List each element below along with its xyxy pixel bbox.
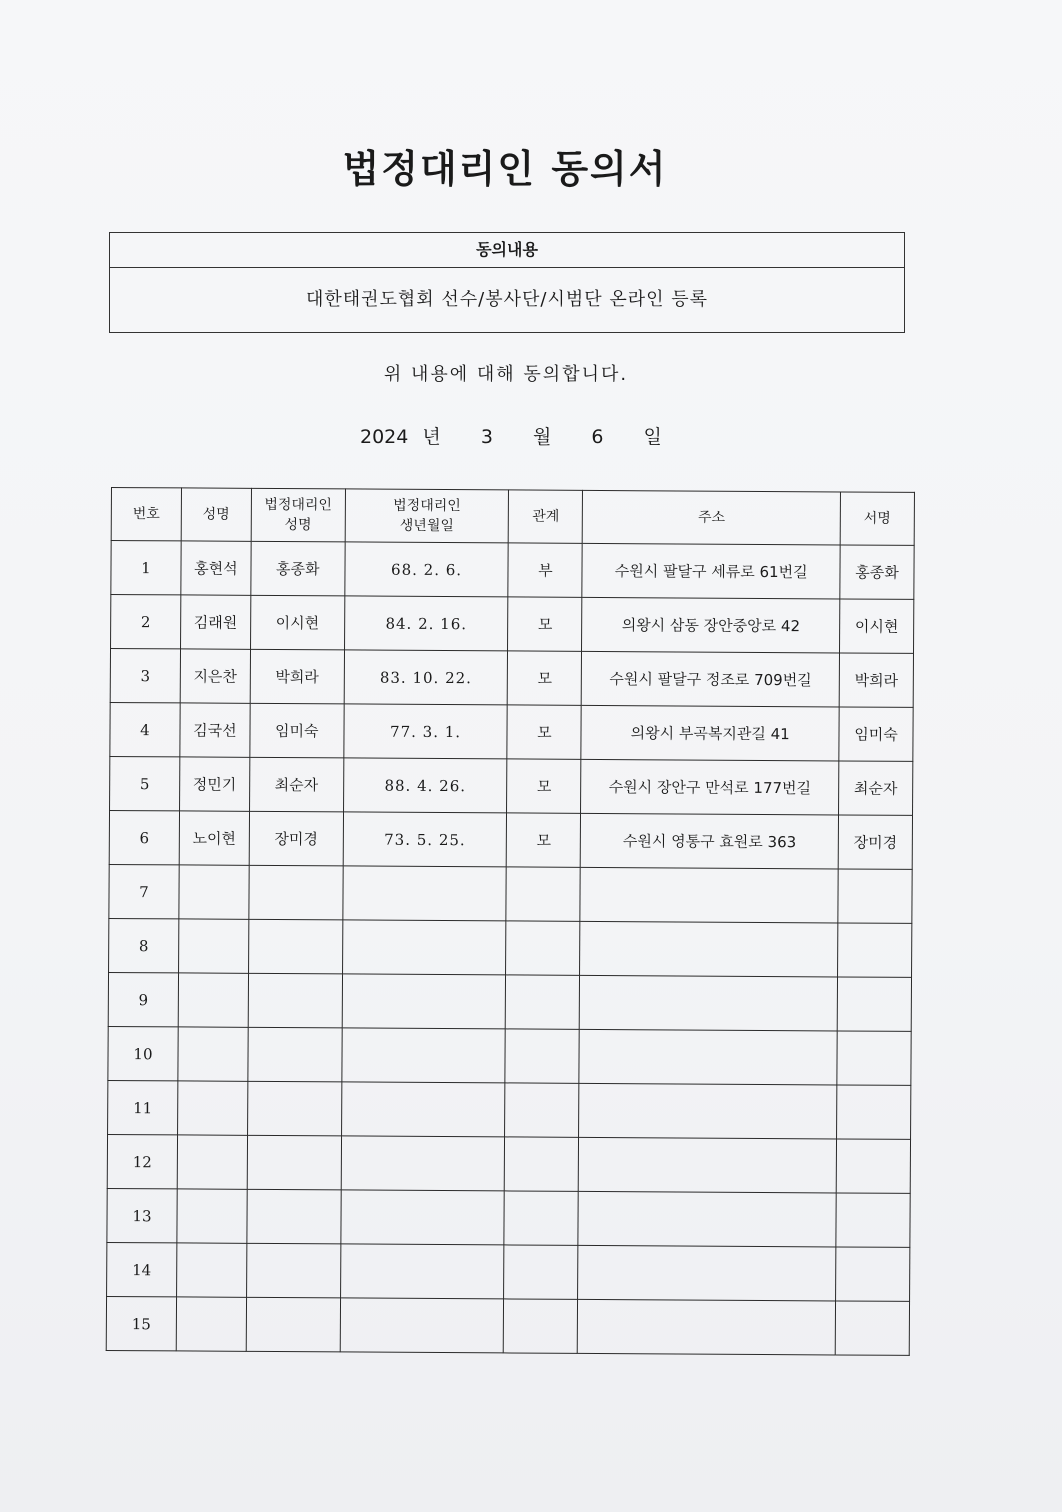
cell-no: 10	[108, 1026, 178, 1080]
cell-guardian-birth	[341, 1136, 505, 1191]
header-guardian-name	[251, 488, 345, 542]
cell-no: 12	[107, 1134, 177, 1188]
date-month-unit: 월	[532, 426, 552, 448]
cell-guardian-birth: 77. 3. 1.	[344, 704, 508, 759]
cell-guardian-name	[247, 1189, 341, 1244]
cell-guardian-name: 임미숙	[250, 703, 344, 758]
document-title: 법정대리인 동의서	[342, 147, 668, 191]
header-address: 주소	[583, 490, 841, 545]
table-row	[107, 1134, 910, 1193]
cell-signature	[836, 1247, 910, 1301]
cell-no: 13	[107, 1188, 177, 1242]
cell-guardian-name: 이시현	[250, 595, 344, 650]
header-guardian-name-line1: 법정대리인	[264, 496, 333, 514]
cell-guardian-name	[248, 1027, 342, 1082]
cell-no: 15	[106, 1296, 176, 1350]
cell-signature	[837, 977, 911, 1031]
cell-name	[178, 919, 248, 973]
cell-guardian-birth	[340, 1244, 504, 1299]
cell-address: 수원시 팔달구 세류로 61번길	[582, 543, 840, 599]
cell-signature: 박희라	[839, 653, 913, 707]
cell-no: 5	[110, 756, 180, 810]
table-row	[107, 1188, 910, 1247]
header-name: 성명	[181, 488, 251, 541]
date-year-unit: 년	[422, 426, 441, 448]
cell-name	[176, 1297, 246, 1351]
table-row	[109, 810, 912, 869]
cell-guardian-birth: 88. 4. 26.	[343, 758, 507, 813]
cell-signature: 장미경	[838, 815, 912, 869]
cell-address	[578, 1191, 836, 1247]
cell-guardian-name	[246, 1243, 340, 1298]
cell-address	[578, 1299, 836, 1355]
cell-guardian-name: 장미경	[249, 811, 343, 866]
cell-signature: 홍종화	[840, 545, 914, 599]
cell-address: 의왕시 삼동 장안중앙로 42	[582, 597, 840, 653]
cell-signature: 임미숙	[839, 707, 913, 761]
cell-address	[579, 1029, 837, 1085]
cell-guardian-birth: 68. 2. 6.	[345, 542, 509, 597]
cell-address	[579, 1083, 837, 1139]
cell-guardian-name: 홍종화	[251, 541, 345, 596]
cell-relation	[506, 975, 580, 1029]
table-row	[107, 1242, 910, 1301]
table-row	[110, 649, 913, 708]
cell-guardian-birth	[341, 1190, 505, 1245]
header-guardian-birth-line2: 생년월일	[399, 517, 454, 535]
cell-signature	[838, 869, 912, 923]
cell-address	[578, 1245, 836, 1301]
header-guardian-name-line2: 성명	[284, 517, 312, 534]
cell-name: 김국선	[180, 703, 250, 757]
cell-name	[177, 1135, 247, 1189]
cell-guardian-birth: 73. 5. 25.	[343, 812, 507, 867]
cell-no: 6	[109, 810, 179, 864]
cell-guardian-birth	[340, 1298, 504, 1353]
consent-header: 동의내용	[110, 233, 904, 268]
table-row	[109, 864, 912, 923]
agreement-statement: 위 내용에 대해 동의합니다.	[383, 364, 629, 385]
date-day-unit: 일	[643, 426, 662, 448]
header-relation: 관계	[509, 490, 583, 543]
cell-relation	[505, 1029, 579, 1083]
cell-relation	[505, 1137, 579, 1191]
cell-relation	[504, 1191, 578, 1245]
cell-guardian-birth	[342, 920, 506, 975]
table-header-row	[111, 488, 914, 546]
cell-guardian-name: 최순자	[249, 757, 343, 812]
cell-name: 정민기	[179, 757, 249, 811]
cell-relation: 모	[507, 705, 581, 759]
cell-name	[176, 1243, 246, 1297]
table-row	[109, 918, 912, 977]
cell-signature	[836, 1139, 910, 1193]
cell-name	[177, 1081, 247, 1135]
cell-no: 14	[107, 1242, 177, 1296]
cell-name	[178, 973, 248, 1027]
cell-relation	[504, 1245, 578, 1299]
cell-relation: 모	[507, 759, 581, 813]
cell-address: 수원시 영통구 효원로 363	[581, 813, 839, 869]
cell-address: 수원시 팔달구 정조로 709번길	[582, 651, 840, 707]
cell-address	[580, 867, 838, 923]
header-no: 번호	[111, 488, 181, 541]
cell-guardian-birth	[341, 1082, 505, 1137]
cell-address	[580, 975, 838, 1031]
cell-signature: 이시현	[840, 599, 914, 653]
cell-address	[580, 921, 838, 977]
cell-guardian-birth: 84. 2. 16.	[344, 596, 508, 651]
table-body	[106, 541, 914, 1356]
cell-signature	[835, 1301, 909, 1355]
table-row	[111, 595, 914, 654]
cell-name	[179, 865, 249, 919]
consent-box	[109, 232, 905, 333]
consent-date	[360, 422, 662, 449]
cell-name: 홍현석	[181, 541, 251, 595]
cell-no: 1	[111, 541, 181, 595]
cell-relation	[506, 867, 580, 921]
consent-content: 대한태권도협회 선수/봉사단/시범단 온라인 등록	[305, 289, 709, 310]
cell-address: 수원시 장안구 만석로 177번길	[581, 759, 839, 815]
cell-signature	[836, 1193, 910, 1247]
cell-relation: 부	[508, 543, 582, 597]
cell-relation	[504, 1299, 578, 1353]
cell-address	[579, 1137, 837, 1193]
header-guardian-birth	[345, 489, 509, 543]
cell-no: 3	[110, 649, 180, 703]
cell-address: 의왕시 부곡복지관길 41	[581, 705, 839, 761]
cell-name: 노이현	[179, 811, 249, 865]
date-year: 2024	[360, 426, 409, 448]
cell-guardian-name	[246, 1297, 340, 1352]
cell-guardian-birth	[342, 974, 506, 1029]
cell-relation	[506, 921, 580, 975]
cell-signature	[838, 923, 912, 977]
cell-guardian-name	[249, 865, 343, 920]
table-row	[106, 1296, 909, 1355]
table-row	[110, 702, 913, 761]
cell-guardian-birth: 83. 10. 22.	[344, 650, 508, 705]
cell-no: 11	[108, 1080, 178, 1134]
table-row	[108, 1026, 911, 1085]
cell-relation: 모	[507, 813, 581, 867]
cell-name	[178, 1027, 248, 1081]
cell-guardian-name	[248, 919, 342, 974]
cell-signature	[837, 1031, 911, 1085]
cell-no: 2	[111, 595, 181, 649]
cell-no: 8	[109, 918, 179, 972]
table-row	[110, 756, 913, 815]
date-day: 6	[591, 426, 604, 448]
cell-signature	[837, 1085, 911, 1139]
cell-name	[177, 1189, 247, 1243]
table-row	[111, 541, 914, 600]
cell-guardian-name	[248, 973, 342, 1028]
cell-guardian-name	[247, 1081, 341, 1136]
header-guardian-birth-line1: 법정대리인	[393, 497, 461, 515]
table-row	[108, 972, 911, 1031]
cell-guardian-birth	[342, 1028, 506, 1083]
date-month: 3	[480, 426, 493, 448]
cell-name: 김래원	[180, 595, 250, 649]
cell-guardian-name	[247, 1135, 341, 1190]
cell-guardian-birth	[343, 866, 507, 921]
cell-signature: 최순자	[839, 761, 913, 815]
cell-guardian-name: 박희라	[250, 649, 344, 704]
cell-no: 4	[110, 702, 180, 756]
guardian-roster-table	[106, 487, 915, 1356]
header-signature: 서명	[840, 492, 914, 545]
cell-no: 9	[108, 972, 178, 1026]
cell-relation	[505, 1083, 579, 1137]
cell-name: 지은찬	[180, 649, 250, 703]
cell-no: 7	[109, 864, 179, 918]
cell-relation: 모	[508, 597, 582, 651]
table-row	[108, 1080, 911, 1139]
cell-relation: 모	[508, 651, 582, 705]
